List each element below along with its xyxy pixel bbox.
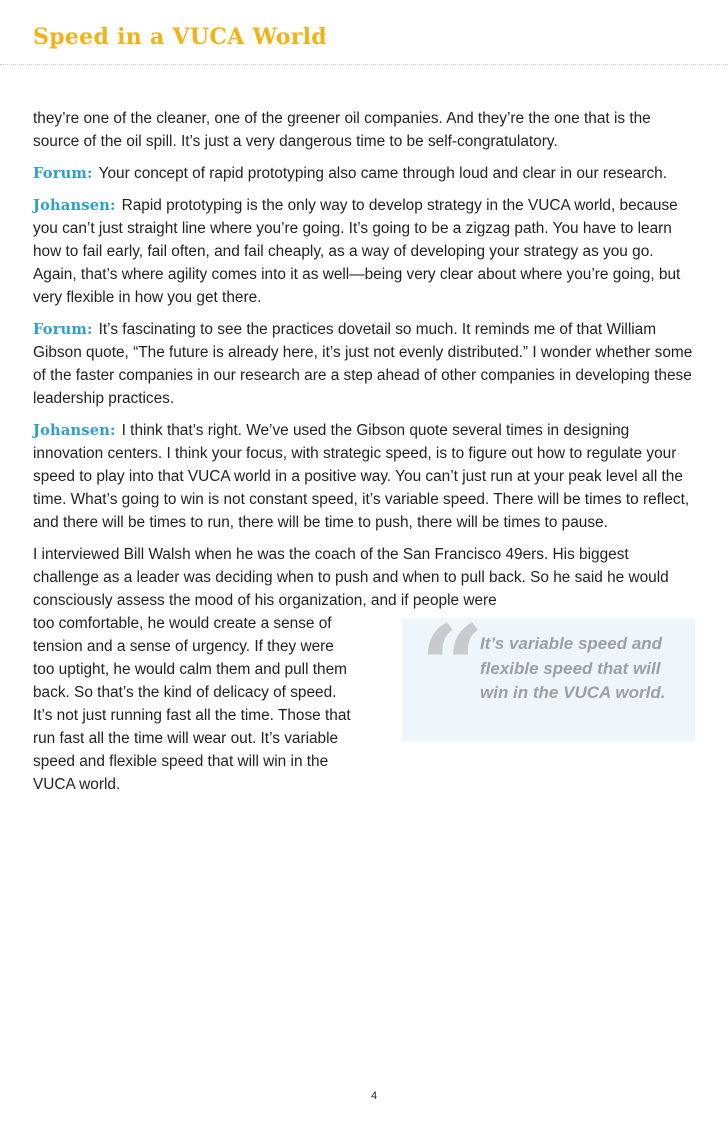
paragraph-text: I interviewed Bill Walsh when he was the coach of the San Francisco 49ers. His biggest challenge as a leader was deciding when to push and when to pull back. So he said he would consciously assess the mood of his organization, and if people were — [33, 546, 669, 609]
paragraph-text: they’re one of the cleaner, one of the greener oil companies. And they’re the one that is the source of the oil spill. It’s just a very dangerous time to be self-congratulatory. — [33, 110, 651, 150]
paragraph-6-continuation — [33, 612, 383, 796]
pull-quote-box — [402, 602, 695, 742]
header-divider — [0, 64, 728, 65]
text-line: too comfortable, he would create a sense of — [33, 615, 332, 632]
paragraph-text: Rapid prototyping is the only way to develop strategy in the VUCA world, because you can’t just straight line where you’re going. It’s going to be a zigzag path. You have to learn how to fail early, fail often, and fail cheaply, as a way of developing your strategy as you go. Again, that’s where agility comes into it as well—being very clear about where you’re going, but very flexible in how you get there. — [33, 197, 681, 306]
paragraph-2 — [33, 162, 698, 185]
paragraph-6 — [33, 543, 698, 612]
speaker-label-forum: Forum: — [33, 165, 93, 182]
text-line: VUCA world. — [33, 776, 121, 793]
text-line: tension and a sense of urgency. If they were — [33, 638, 334, 655]
speaker-label-forum: Forum: — [33, 321, 93, 338]
page-number: 4 — [370, 1090, 378, 1102]
page-title: Speed in a VUCA World — [33, 24, 327, 50]
text-line: speed and flexible speed that will win in the — [33, 753, 329, 770]
quote-mark-icon: “ — [420, 602, 485, 733]
paragraph-1 — [33, 107, 698, 153]
paragraph-5 — [33, 419, 698, 534]
paragraph-text: It’s fascinating to see the practices dovetail so much. It reminds me of that William Gibson quote, “The future is already here, it’s just not evenly distributed.” I wonder whether some of the faster companies in our research are a step ahead of other companies in developing these leadership practices. — [33, 321, 693, 407]
paragraph-4 — [33, 318, 698, 410]
paragraph-3 — [33, 194, 698, 309]
speaker-label-johansen: Johansen: — [33, 422, 116, 439]
text-line: too uptight, he would calm them and pull them — [33, 661, 347, 678]
speaker-label-johansen: Johansen: — [33, 197, 116, 214]
paragraph-text: Your concept of rapid prototyping also came through loud and clear in our research. — [98, 165, 668, 182]
pull-quote-text: It’s variable speed and flexible speed that will win in the VUCA world. — [480, 634, 666, 702]
text-line: It’s not just running fast all the time. Those that — [33, 707, 351, 724]
paragraph-text: I think that’s right. We’ve used the Gibson quote several times in designing innovation centers. I think your focus, with strategic speed, is to figure out how to regulate your speed to play into that VUCA world in a positive way. You can’t just run at your peak level all the time. What’s going to win is not constant speed, it’s variable speed. There will be times to reflect, and there will be times to run, there will be time to push, there will be times to pause. — [33, 422, 690, 531]
text-line: back. So that’s the kind of delicacy of speed. — [33, 684, 337, 701]
text-line: run fast all the time will wear out. It’s variable — [33, 730, 339, 747]
